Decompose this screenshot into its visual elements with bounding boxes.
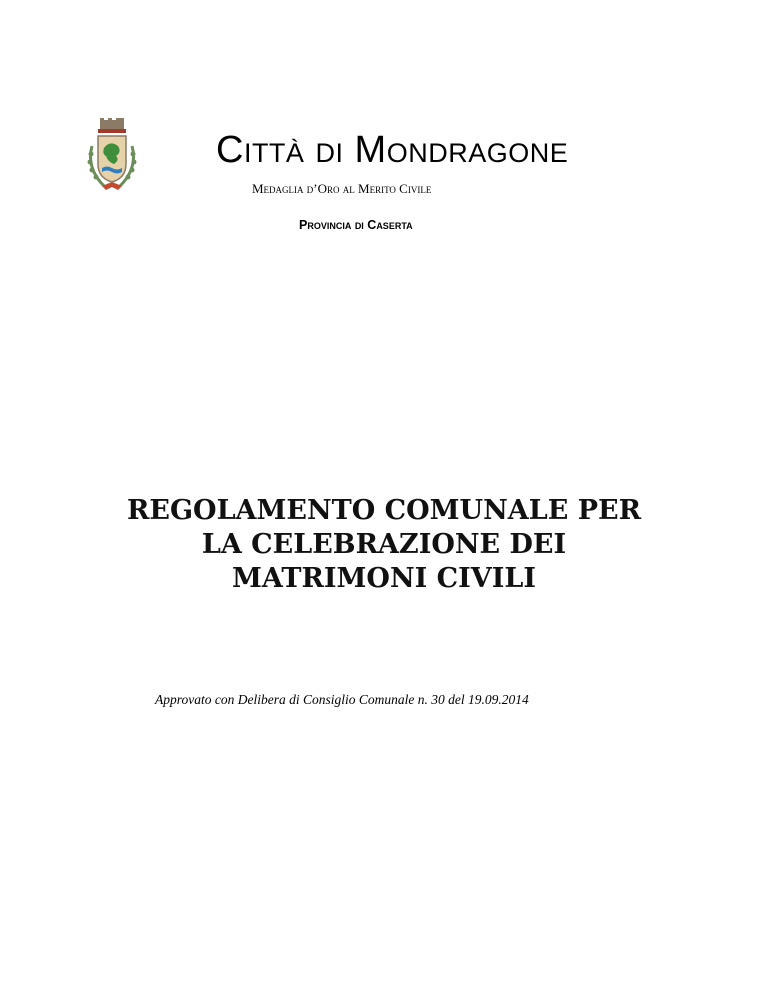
document-title-line: LA CELEBRAZIONE DEI xyxy=(201,529,567,560)
medal-subtitle: Medaglia d’Oro al Merito Civile xyxy=(252,181,432,196)
document-title-line: REGOLAMENTO COMUNALE PER xyxy=(126,495,642,526)
document-title-line: MATRIMONI CIVILI xyxy=(232,563,536,594)
approval-note: Approvato con Delibera di Consiglio Comunale n. 30 del 19.09.2014 xyxy=(155,692,529,707)
coat-of-arms-icon xyxy=(82,116,142,196)
province-label: Provincia di Caserta xyxy=(299,218,413,232)
document-title xyxy=(84,494,684,596)
city-title: Città di Mondragone xyxy=(216,129,569,171)
